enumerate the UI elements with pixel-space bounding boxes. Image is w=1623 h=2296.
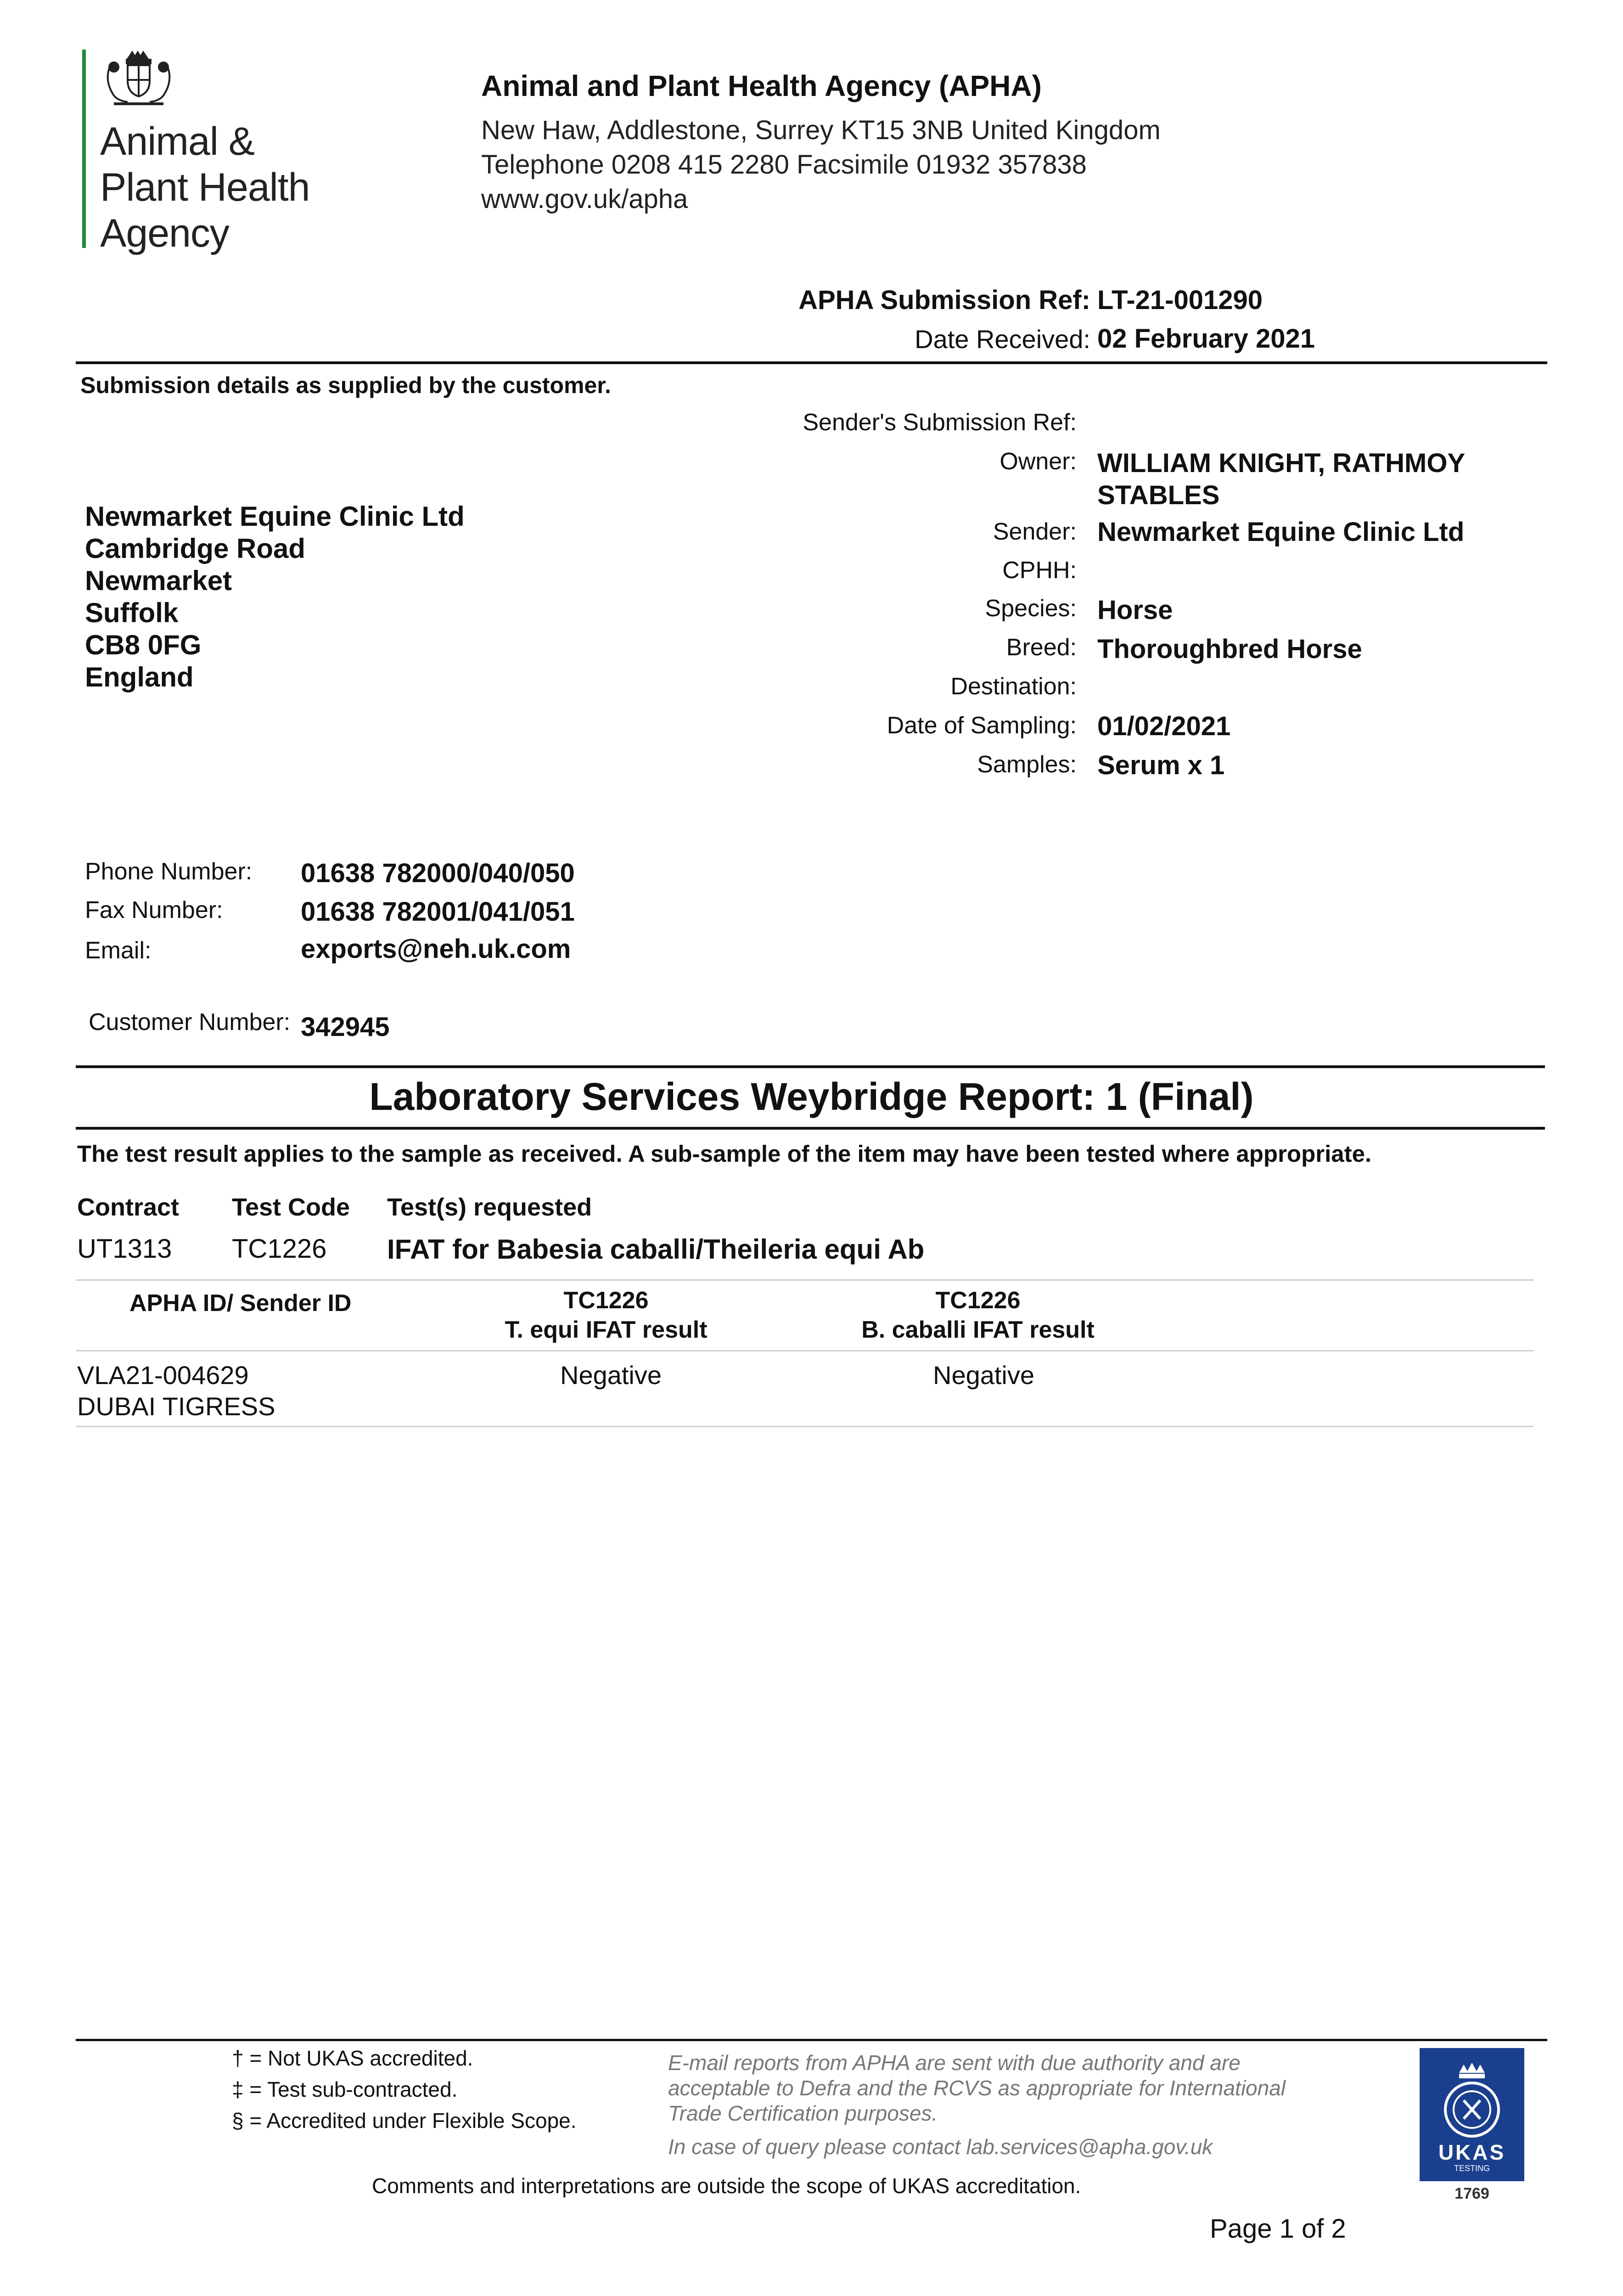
applies-note: The test result applies to the sample as received. A sub-sample of the item may have been tested where appropriate. <box>77 1141 1372 1167</box>
contract-value: UT1313 <box>77 1234 172 1264</box>
logo-line: Agency <box>100 211 229 255</box>
org-phone-fax: Telephone 0208 415 2280 Facsimile 01932 357838 <box>481 150 1087 180</box>
owner-value-line1: WILLIAM KNIGHT, RATHMOY <box>1097 448 1466 478</box>
date-of-sampling-label: Date of Sampling: <box>887 712 1077 739</box>
sender-id-cell: DUBAI TIGRESS <box>77 1392 275 1421</box>
logo-accent-bar <box>82 50 86 248</box>
legend-not-accredited: † = Not UKAS accredited. <box>232 2046 473 2070</box>
fax-label: Fax Number: <box>85 897 223 923</box>
samples-label: Samples: <box>977 751 1077 778</box>
senders-ref-label: Sender's Submission Ref: <box>803 409 1077 436</box>
sender-label: Sender: <box>993 518 1077 545</box>
samples-value: Serum x 1 <box>1097 750 1225 780</box>
report-top-rule <box>76 1065 1545 1068</box>
ukas-sub: TESTING <box>1454 2164 1490 2173</box>
address-line: England <box>85 662 194 692</box>
ukas-badge-panel <box>1420 2048 1524 2181</box>
org-website[interactable]: www.gov.uk/apha <box>481 184 688 214</box>
logo-wordmark <box>100 118 310 256</box>
logo-line: Plant Health <box>100 165 310 209</box>
address-line: Newmarket <box>85 565 232 596</box>
report-title: Laboratory Services Weybridge Report: 1 (Final) <box>369 1075 1254 1118</box>
col-b-caballi-header-text: B. caballi IFAT result <box>861 1317 1095 1343</box>
test-code-value: TC1226 <box>232 1234 327 1264</box>
legend-flexible-scope: § = Accredited under Flexible Scope. <box>232 2109 577 2133</box>
date-received-label: Date Received: <box>915 325 1090 354</box>
owner-value-line2: STABLES <box>1097 480 1220 510</box>
phone-label: Phone Number: <box>85 858 253 885</box>
legend-sub-contracted: ‡ = Test sub-contracted. <box>232 2077 458 2101</box>
tests-requested-value: IFAT for Babesia caballi/Theileria equi Ab <box>387 1234 925 1265</box>
t-equi-result-cell: Negative <box>560 1361 662 1390</box>
comments-note: Comments and interpretations are outside the scope of UKAS accreditation. <box>372 2174 1081 2198</box>
test-code-header: Test Code <box>232 1193 350 1221</box>
royal-crest-icon <box>100 50 176 109</box>
breed-value: Thoroughbred Horse <box>1097 634 1362 664</box>
tests-requested-header: Test(s) requested <box>387 1193 592 1221</box>
email-label: Email: <box>85 937 152 964</box>
owner-label: Owner: <box>1000 448 1077 475</box>
address-line: Suffolk <box>85 597 179 628</box>
date-of-sampling-value: 01/02/2021 <box>1097 711 1231 741</box>
col-t-equi-header-text: T. equi IFAT result <box>505 1317 708 1343</box>
query-note: In case of query please contact lab.services@apha.gov.uk <box>668 2135 1213 2159</box>
footer-rule <box>76 2039 1547 2041</box>
ukas-badge <box>1420 2048 1524 2218</box>
table-bottom-rule <box>76 1426 1533 1427</box>
sender-value: Newmarket Equine Clinic Ltd <box>1097 517 1465 547</box>
ukas-label: UKAS <box>1438 2140 1506 2164</box>
col-b-caballi-code-text: TC1226 <box>935 1287 1021 1314</box>
b-caballi-result-cell: Negative <box>933 1361 1035 1390</box>
phone-value: 01638 782000/040/050 <box>301 858 575 888</box>
table-header-rule <box>76 1350 1533 1351</box>
address-line: CB8 0FG <box>85 630 202 660</box>
customer-address <box>85 501 636 693</box>
org-address: New Haw, Addlestone, Surrey KT15 3NB United Kingdom <box>481 115 1161 145</box>
org-name: Animal and Plant Health Agency (APHA) <box>481 69 1042 102</box>
email-notice-line3: Trade Certification purposes. <box>668 2101 938 2125</box>
address-line: Newmarket Equine Clinic Ltd <box>85 501 465 532</box>
submission-ref-label: APHA Submission Ref: <box>798 285 1090 315</box>
apha-id-cell: VLA21-004629 <box>77 1361 249 1390</box>
email-value[interactable]: exports@neh.uk.com <box>301 934 571 964</box>
logo-line: Animal & <box>100 119 255 163</box>
fax-value: 01638 782001/041/051 <box>301 897 575 927</box>
email-notice-line2: acceptable to Defra and the RCVS as appropriate for International <box>668 2076 1286 2100</box>
breed-label: Breed: <box>1006 634 1077 661</box>
col-apha-id-header: APHA ID/ Sender ID <box>129 1290 352 1317</box>
report-bottom-rule <box>76 1127 1545 1130</box>
customer-number-value: 342945 <box>301 1012 390 1042</box>
customer-number-label: Customer Number: <box>89 1009 291 1035</box>
email-notice-line1: E-mail reports from APHA are sent with due authority and are <box>668 2051 1241 2075</box>
page-number: Page 1 of 2 <box>1210 2214 1346 2244</box>
submission-ref-value: LT-21-001290 <box>1097 285 1263 315</box>
ukas-number: 1769 <box>1455 2185 1489 2202</box>
contract-header: Contract <box>77 1193 180 1221</box>
table-top-rule <box>76 1279 1533 1281</box>
species-label: Species: <box>985 595 1077 622</box>
col-t-equi-code-text: TC1226 <box>563 1287 649 1314</box>
ukas-crown-icon <box>1440 2054 1504 2142</box>
destination-label: Destination: <box>950 673 1077 700</box>
date-received-value: 02 February 2021 <box>1097 324 1315 354</box>
species-value: Horse <box>1097 595 1173 625</box>
header-divider <box>76 361 1547 364</box>
submission-heading: Submission details as supplied by the customer. <box>80 372 611 398</box>
address-line: Cambridge Road <box>85 533 306 564</box>
cphh-label: CPHH: <box>1002 557 1077 584</box>
